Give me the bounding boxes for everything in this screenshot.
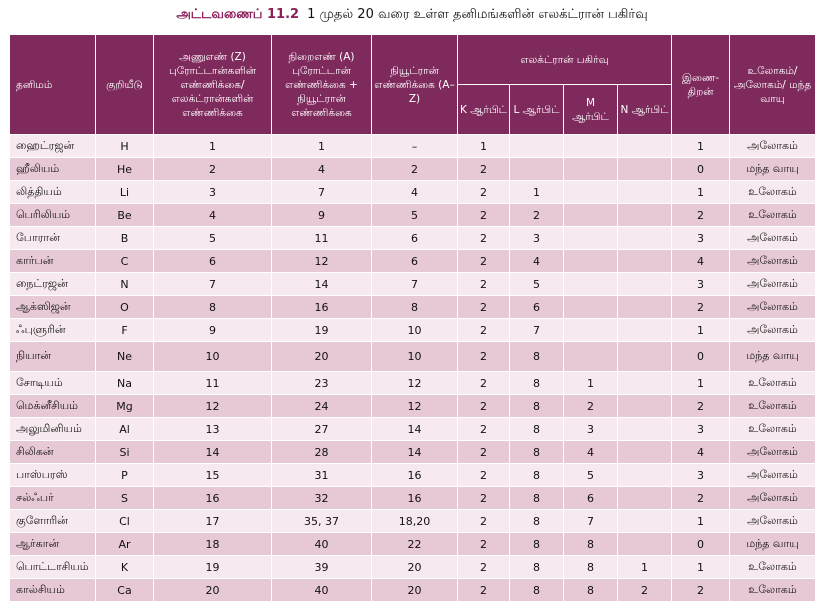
cell-l-orbit: 4 <box>510 250 564 273</box>
cell-k-orbit: 2 <box>458 556 510 579</box>
cell-valency: 2 <box>672 487 730 510</box>
cell-atomic-number: 10 <box>154 342 272 372</box>
cell-n-orbit <box>618 250 672 273</box>
cell-m-orbit: 8 <box>564 533 618 556</box>
cell-n-orbit <box>618 319 672 342</box>
cell-type: உலோகம் <box>730 204 816 227</box>
cell-type: உலோகம் <box>730 418 816 441</box>
cell-type: அலோகம் <box>730 441 816 464</box>
cell-l-orbit: 8 <box>510 579 564 602</box>
cell-neutrons: 16 <box>372 464 458 487</box>
cell-symbol: Si <box>96 441 154 464</box>
cell-element: பொட்டாசியம் <box>10 556 96 579</box>
cell-valency: 1 <box>672 135 730 158</box>
cell-n-orbit: 2 <box>618 579 672 602</box>
cell-type: உலோகம் <box>730 579 816 602</box>
cell-m-orbit <box>564 135 618 158</box>
cell-m-orbit: 7 <box>564 510 618 533</box>
cell-type: உலோகம் <box>730 556 816 579</box>
cell-n-orbit <box>618 533 672 556</box>
cell-l-orbit <box>510 135 564 158</box>
cell-neutrons: 22 <box>372 533 458 556</box>
cell-k-orbit: 2 <box>458 250 510 273</box>
cell-n-orbit <box>618 158 672 181</box>
cell-mass-number: 1 <box>272 135 372 158</box>
cell-k-orbit: 2 <box>458 227 510 250</box>
header-neutrons: நியூட்ரான் எண்ணிக்கை (A–Z) <box>372 35 458 135</box>
cell-k-orbit: 2 <box>458 204 510 227</box>
cell-m-orbit <box>564 227 618 250</box>
cell-m-orbit <box>564 342 618 372</box>
header-symbol: குறியீடு <box>96 35 154 135</box>
cell-l-orbit <box>510 158 564 181</box>
cell-neutrons: 20 <box>372 556 458 579</box>
cell-l-orbit: 8 <box>510 441 564 464</box>
cell-l-orbit: 8 <box>510 487 564 510</box>
cell-m-orbit <box>564 204 618 227</box>
cell-type: அலோகம் <box>730 487 816 510</box>
table-row <box>10 556 816 579</box>
cell-type: உலோகம் <box>730 395 816 418</box>
cell-symbol: S <box>96 487 154 510</box>
table-caption <box>0 0 824 30</box>
cell-atomic-number: 6 <box>154 250 272 273</box>
cell-symbol: B <box>96 227 154 250</box>
cell-type: அலோகம் <box>730 273 816 296</box>
caption-text: 1 முதல் 20 வரை உள்ள தனிமங்களின் எலக்ட்ரான் பகிர்வு <box>307 7 648 22</box>
cell-atomic-number: 20 <box>154 579 272 602</box>
cell-valency: 1 <box>672 510 730 533</box>
cell-element: சிலிகன் <box>10 441 96 464</box>
cell-mass-number: 16 <box>272 296 372 319</box>
cell-atomic-number: 4 <box>154 204 272 227</box>
electron-configuration-table <box>9 34 816 602</box>
cell-element: கால்சியம் <box>10 579 96 602</box>
cell-n-orbit <box>618 418 672 441</box>
cell-atomic-number: 12 <box>154 395 272 418</box>
cell-valency: 2 <box>672 296 730 319</box>
cell-element: லித்தியம் <box>10 181 96 204</box>
cell-valency: 4 <box>672 441 730 464</box>
cell-k-orbit: 2 <box>458 487 510 510</box>
cell-k-orbit: 2 <box>458 273 510 296</box>
cell-element: குளோரின் <box>10 510 96 533</box>
cell-atomic-number: 18 <box>154 533 272 556</box>
cell-neutrons: 14 <box>372 418 458 441</box>
cell-l-orbit: 5 <box>510 273 564 296</box>
cell-atomic-number: 3 <box>154 181 272 204</box>
cell-n-orbit <box>618 181 672 204</box>
cell-n-orbit <box>618 227 672 250</box>
cell-element: ஹீலியம் <box>10 158 96 181</box>
cell-symbol: H <box>96 135 154 158</box>
cell-mass-number: 11 <box>272 227 372 250</box>
cell-n-orbit <box>618 441 672 464</box>
cell-type: அலோகம் <box>730 227 816 250</box>
cell-element: பெரிலியம் <box>10 204 96 227</box>
cell-m-orbit: 5 <box>564 464 618 487</box>
table-row <box>10 204 816 227</box>
cell-type: உலோகம் <box>730 372 816 395</box>
cell-atomic-number: 13 <box>154 418 272 441</box>
cell-valency: 3 <box>672 464 730 487</box>
header-m-orbit: M ஆர்பிட் <box>564 85 618 135</box>
cell-symbol: F <box>96 319 154 342</box>
header-mass-number: நிறைஎண் (A) புரோட்டான் எண்ணிக்கை + நியூட்ரான் எண்ணிக்கை <box>272 35 372 135</box>
cell-element: ஹைட்ரஜன் <box>10 135 96 158</box>
cell-m-orbit <box>564 273 618 296</box>
cell-l-orbit: 8 <box>510 372 564 395</box>
header-valency: இணை- திறன் <box>672 35 730 135</box>
cell-valency: 1 <box>672 181 730 204</box>
cell-m-orbit <box>564 158 618 181</box>
cell-neutrons: 20 <box>372 579 458 602</box>
cell-type: அலோகம் <box>730 135 816 158</box>
cell-mass-number: 31 <box>272 464 372 487</box>
cell-type: அலோகம் <box>730 510 816 533</box>
cell-valency: 3 <box>672 227 730 250</box>
cell-k-orbit: 2 <box>458 441 510 464</box>
cell-l-orbit: 6 <box>510 296 564 319</box>
cell-neutrons: 18,20 <box>372 510 458 533</box>
table-row <box>10 135 816 158</box>
cell-symbol: Al <box>96 418 154 441</box>
table-row <box>10 158 816 181</box>
cell-l-orbit: 8 <box>510 556 564 579</box>
cell-k-orbit: 2 <box>458 342 510 372</box>
cell-atomic-number: 16 <box>154 487 272 510</box>
cell-neutrons: 4 <box>372 181 458 204</box>
cell-valency: 1 <box>672 319 730 342</box>
table-row <box>10 487 816 510</box>
cell-k-orbit: 2 <box>458 418 510 441</box>
cell-neutrons: 12 <box>372 395 458 418</box>
table-row <box>10 372 816 395</box>
cell-symbol: Ca <box>96 579 154 602</box>
cell-l-orbit: 2 <box>510 204 564 227</box>
cell-k-orbit: 2 <box>458 464 510 487</box>
cell-n-orbit <box>618 204 672 227</box>
cell-valency: 0 <box>672 158 730 181</box>
cell-element: ஆக்ஸிஜன் <box>10 296 96 319</box>
cell-atomic-number: 2 <box>154 158 272 181</box>
cell-atomic-number: 9 <box>154 319 272 342</box>
cell-valency: 4 <box>672 250 730 273</box>
cell-element: சல்ஃபர் <box>10 487 96 510</box>
cell-mass-number: 4 <box>272 158 372 181</box>
cell-valency: 0 <box>672 533 730 556</box>
cell-valency: 2 <box>672 579 730 602</box>
cell-element: சோடியம் <box>10 372 96 395</box>
cell-k-orbit: 1 <box>458 135 510 158</box>
table-row <box>10 273 816 296</box>
cell-neutrons: – <box>372 135 458 158</box>
cell-element: மெக்னீசியம் <box>10 395 96 418</box>
cell-k-orbit: 2 <box>458 395 510 418</box>
table-row <box>10 464 816 487</box>
cell-mass-number: 40 <box>272 533 372 556</box>
cell-n-orbit <box>618 135 672 158</box>
cell-type: அலோகம் <box>730 319 816 342</box>
cell-type: அலோகம் <box>730 464 816 487</box>
cell-mass-number: 32 <box>272 487 372 510</box>
cell-k-orbit: 2 <box>458 319 510 342</box>
cell-type: உலோகம் <box>730 181 816 204</box>
cell-mass-number: 24 <box>272 395 372 418</box>
cell-atomic-number: 17 <box>154 510 272 533</box>
cell-k-orbit: 2 <box>458 510 510 533</box>
cell-mass-number: 35, 37 <box>272 510 372 533</box>
cell-element: நியான் <box>10 342 96 372</box>
cell-l-orbit: 7 <box>510 319 564 342</box>
cell-n-orbit <box>618 372 672 395</box>
cell-n-orbit <box>618 510 672 533</box>
cell-atomic-number: 14 <box>154 441 272 464</box>
cell-atomic-number: 19 <box>154 556 272 579</box>
header-k-orbit: K ஆர்பிட் <box>458 85 510 135</box>
cell-atomic-number: 11 <box>154 372 272 395</box>
cell-valency: 1 <box>672 556 730 579</box>
cell-valency: 2 <box>672 395 730 418</box>
cell-element: ஆர்கான் <box>10 533 96 556</box>
table-row <box>10 227 816 250</box>
cell-neutrons: 6 <box>372 227 458 250</box>
cell-symbol: Be <box>96 204 154 227</box>
header-l-orbit: L ஆர்பிட் <box>510 85 564 135</box>
cell-neutrons: 16 <box>372 487 458 510</box>
table-row <box>10 579 816 602</box>
cell-atomic-number: 5 <box>154 227 272 250</box>
cell-symbol: Ne <box>96 342 154 372</box>
table-row <box>10 418 816 441</box>
cell-symbol: Li <box>96 181 154 204</box>
cell-k-orbit: 2 <box>458 533 510 556</box>
table-row <box>10 441 816 464</box>
cell-mass-number: 14 <box>272 273 372 296</box>
cell-k-orbit: 2 <box>458 372 510 395</box>
cell-element: கார்பன் <box>10 250 96 273</box>
cell-atomic-number: 15 <box>154 464 272 487</box>
cell-type: அலோகம் <box>730 250 816 273</box>
cell-n-orbit: 1 <box>618 556 672 579</box>
table-row <box>10 510 816 533</box>
header-atomic-number: அணுஎண் (Z) புரோட்டான்களின் எண்ணிக்கை/ எலக்ட்ரான்களின் எண்ணிக்கை <box>154 35 272 135</box>
cell-mass-number: 28 <box>272 441 372 464</box>
cell-neutrons: 5 <box>372 204 458 227</box>
cell-symbol: He <box>96 158 154 181</box>
cell-symbol: K <box>96 556 154 579</box>
cell-element: பாஸ்பரஸ் <box>10 464 96 487</box>
cell-m-orbit: 8 <box>564 556 618 579</box>
cell-l-orbit: 3 <box>510 227 564 250</box>
cell-neutrons: 7 <box>372 273 458 296</box>
cell-atomic-number: 7 <box>154 273 272 296</box>
cell-m-orbit <box>564 181 618 204</box>
cell-valency: 2 <box>672 204 730 227</box>
cell-symbol: C <box>96 250 154 273</box>
header-type: உலோகம்/ அலோகம்/ மந்த வாயு <box>730 35 816 135</box>
cell-type: மந்த வாயு <box>730 158 816 181</box>
cell-l-orbit: 8 <box>510 418 564 441</box>
cell-type: மந்த வாயு <box>730 342 816 372</box>
cell-neutrons: 6 <box>372 250 458 273</box>
cell-element: நைட்ரஜன் <box>10 273 96 296</box>
cell-neutrons: 10 <box>372 342 458 372</box>
cell-mass-number: 39 <box>272 556 372 579</box>
header-electron-config: எலக்ட்ரான் பகிர்வு <box>458 35 672 85</box>
cell-atomic-number: 1 <box>154 135 272 158</box>
cell-m-orbit: 6 <box>564 487 618 510</box>
cell-mass-number: 27 <box>272 418 372 441</box>
cell-m-orbit: 3 <box>564 418 618 441</box>
cell-k-orbit: 2 <box>458 579 510 602</box>
cell-mass-number: 23 <box>272 372 372 395</box>
cell-neutrons: 8 <box>372 296 458 319</box>
cell-symbol: Cl <box>96 510 154 533</box>
cell-l-orbit: 1 <box>510 181 564 204</box>
cell-m-orbit: 4 <box>564 441 618 464</box>
cell-k-orbit: 2 <box>458 296 510 319</box>
cell-neutrons: 12 <box>372 372 458 395</box>
cell-valency: 1 <box>672 372 730 395</box>
cell-k-orbit: 2 <box>458 181 510 204</box>
cell-m-orbit: 1 <box>564 372 618 395</box>
cell-n-orbit <box>618 273 672 296</box>
cell-l-orbit: 8 <box>510 533 564 556</box>
caption-label: அட்டவணைப் 11.2 <box>176 7 300 22</box>
cell-l-orbit: 8 <box>510 464 564 487</box>
cell-m-orbit: 2 <box>564 395 618 418</box>
cell-symbol: Ar <box>96 533 154 556</box>
cell-n-orbit <box>618 296 672 319</box>
cell-n-orbit <box>618 342 672 372</box>
cell-k-orbit: 2 <box>458 158 510 181</box>
cell-type: அலோகம் <box>730 296 816 319</box>
table-body <box>10 135 816 602</box>
cell-mass-number: 40 <box>272 579 372 602</box>
cell-symbol: O <box>96 296 154 319</box>
cell-m-orbit: 8 <box>564 579 618 602</box>
cell-n-orbit <box>618 395 672 418</box>
cell-symbol: N <box>96 273 154 296</box>
cell-type: மந்த வாயு <box>730 533 816 556</box>
cell-mass-number: 12 <box>272 250 372 273</box>
cell-n-orbit <box>618 464 672 487</box>
cell-n-orbit <box>618 487 672 510</box>
header-n-orbit: N ஆர்பிட் <box>618 85 672 135</box>
cell-valency: 0 <box>672 342 730 372</box>
cell-neutrons: 14 <box>372 441 458 464</box>
cell-mass-number: 9 <box>272 204 372 227</box>
cell-m-orbit <box>564 250 618 273</box>
cell-atomic-number: 8 <box>154 296 272 319</box>
header-element: தனிமம் <box>10 35 96 135</box>
table-row <box>10 395 816 418</box>
cell-neutrons: 2 <box>372 158 458 181</box>
cell-m-orbit <box>564 296 618 319</box>
cell-symbol: Na <box>96 372 154 395</box>
table-row <box>10 250 816 273</box>
cell-valency: 3 <box>672 418 730 441</box>
table-row <box>10 181 816 204</box>
cell-l-orbit: 8 <box>510 342 564 372</box>
cell-element: போரான் <box>10 227 96 250</box>
cell-mass-number: 20 <box>272 342 372 372</box>
cell-l-orbit: 8 <box>510 395 564 418</box>
cell-element: ஃபுளுரின் <box>10 319 96 342</box>
cell-mass-number: 7 <box>272 181 372 204</box>
cell-neutrons: 10 <box>372 319 458 342</box>
table-row <box>10 296 816 319</box>
cell-mass-number: 19 <box>272 319 372 342</box>
cell-m-orbit <box>564 319 618 342</box>
table-row <box>10 319 816 342</box>
cell-symbol: P <box>96 464 154 487</box>
cell-element: அலுமினியம் <box>10 418 96 441</box>
cell-valency: 3 <box>672 273 730 296</box>
cell-symbol: Mg <box>96 395 154 418</box>
table-row <box>10 342 816 372</box>
table-row <box>10 533 816 556</box>
cell-l-orbit: 8 <box>510 510 564 533</box>
